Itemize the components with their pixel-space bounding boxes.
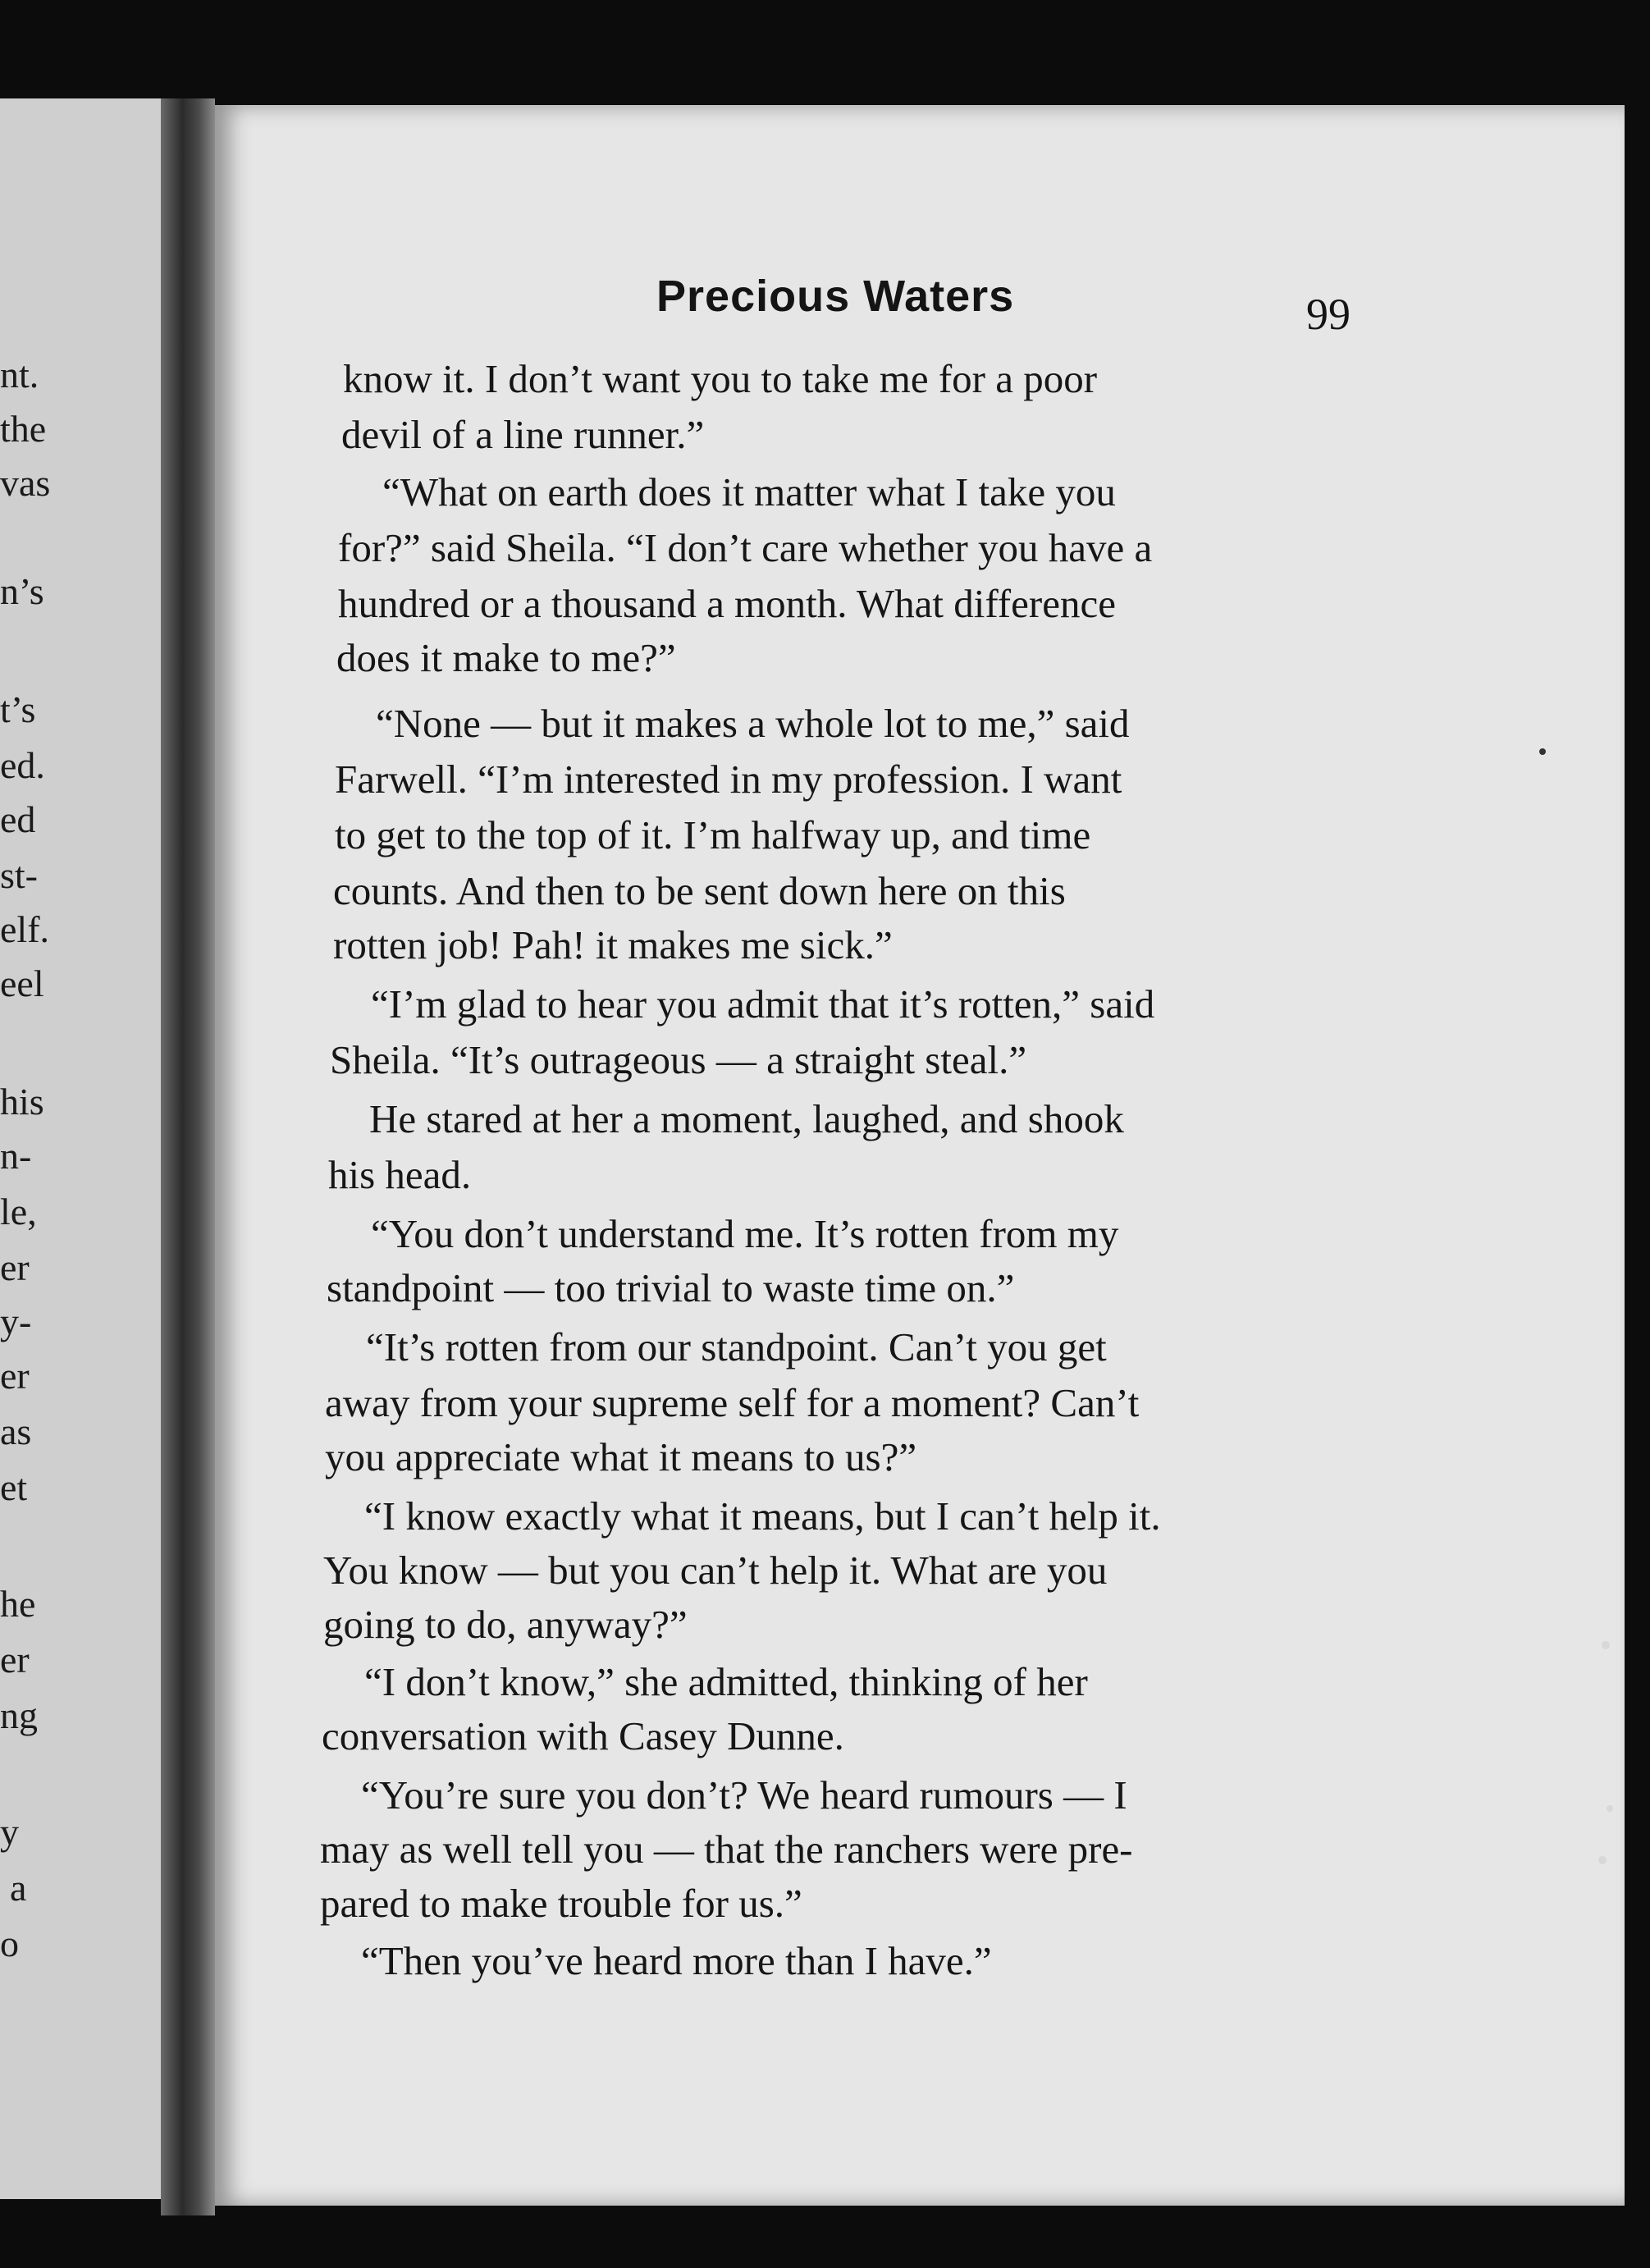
text-line: for?” said Sheila. “I don’t care whether you have a bbox=[338, 525, 1153, 570]
left-fragment: y- bbox=[0, 1301, 32, 1342]
left-fragment: ed bbox=[0, 798, 36, 840]
left-fragment: ed. bbox=[0, 744, 45, 786]
text-line: may as well tell you — that the ranchers were pre- bbox=[320, 1827, 1133, 1872]
scan-speck bbox=[1607, 1805, 1613, 1812]
text-line: pared to make trouble for us.” bbox=[320, 1881, 802, 1926]
text-line: to get to the top of it. I’m halfway up, and time bbox=[335, 812, 1091, 857]
left-fragment: he bbox=[0, 1583, 36, 1625]
text-line: “None — but it makes a whole lot to me,” said bbox=[376, 701, 1130, 746]
text-line: “You don’t understand me. It’s rotten from my bbox=[371, 1211, 1119, 1256]
left-fragment: er bbox=[0, 1246, 30, 1288]
text-line: “What on earth does it matter what I take you bbox=[382, 469, 1116, 514]
left-fragment: le, bbox=[0, 1191, 37, 1232]
text-line: know it. I don’t want you to take me for a poor bbox=[343, 356, 1098, 401]
text-line: Sheila. “It’s outrageous — a straight steal.” bbox=[330, 1037, 1027, 1082]
text-line: “It’s rotten from our standpoint. Can’t you get bbox=[366, 1324, 1107, 1369]
left-fragment: er bbox=[0, 1355, 30, 1397]
left-fragment: st- bbox=[0, 854, 38, 896]
text-line: his head. bbox=[328, 1152, 472, 1197]
text-line: He stared at her a moment, laughed, and shook bbox=[369, 1096, 1124, 1141]
text-line: “I know exactly what it means, but I can’t help it. bbox=[364, 1493, 1161, 1539]
text-line: devil of a line runner.” bbox=[341, 412, 705, 457]
text-line: counts. And then to be sent down here on this bbox=[333, 868, 1066, 913]
text-line: you appreciate what it means to us?” bbox=[325, 1434, 917, 1479]
left-fragment: vas bbox=[0, 462, 51, 504]
left-fragment: a bbox=[10, 1867, 27, 1909]
left-fragment: ng bbox=[0, 1694, 38, 1736]
text-line: You know — but you can’t help it. What are you bbox=[323, 1548, 1108, 1593]
left-fragment: er bbox=[0, 1639, 30, 1680]
text-line: Farwell. “I’m interested in my profession. I want bbox=[335, 757, 1122, 802]
scan-speck bbox=[1598, 1856, 1607, 1864]
left-fragment: his bbox=[0, 1081, 44, 1123]
running-header-title: Precious Waters bbox=[656, 272, 1015, 321]
text-line: “Then you’ve heard more than I have.” bbox=[361, 1938, 992, 1983]
text-line: standpoint — too trivial to waste time on.” bbox=[327, 1265, 1015, 1310]
left-fragment: et bbox=[0, 1466, 28, 1508]
text-line: does it make to me?” bbox=[336, 635, 676, 680]
left-fragment: n- bbox=[0, 1135, 32, 1177]
left-fragment: n’s bbox=[0, 570, 44, 612]
text-line: hundred or a thousand a month. What difference bbox=[338, 581, 1116, 626]
text-line: rotten job! Pah! it makes me sick.” bbox=[333, 922, 893, 967]
text-line: “I’m glad to hear you admit that it’s rotten,” said bbox=[371, 981, 1155, 1027]
text-line: conversation with Casey Dunne. bbox=[322, 1713, 844, 1758]
left-fragment: the bbox=[0, 408, 47, 450]
left-fragment: t’s bbox=[0, 688, 36, 730]
left-fragment: o bbox=[0, 1923, 19, 1964]
left-fragment: eel bbox=[0, 963, 44, 1004]
left-fragment: nt. bbox=[0, 354, 39, 396]
text-line: going to do, anyway?” bbox=[323, 1602, 688, 1647]
scan-speck bbox=[1602, 1641, 1610, 1649]
text-line: away from your supreme self for a moment? Can’t bbox=[325, 1380, 1140, 1425]
left-fragment: as bbox=[0, 1411, 32, 1452]
left-fragment: elf. bbox=[0, 908, 50, 950]
scan-speck bbox=[1539, 748, 1546, 755]
left-fragment: y bbox=[0, 1811, 19, 1853]
page-number: 99 bbox=[1306, 290, 1351, 339]
text-line: “I don’t know,” she admitted, thinking of her bbox=[364, 1659, 1088, 1704]
text-line: “You’re sure you don’t? We heard rumours — I bbox=[361, 1772, 1127, 1818]
